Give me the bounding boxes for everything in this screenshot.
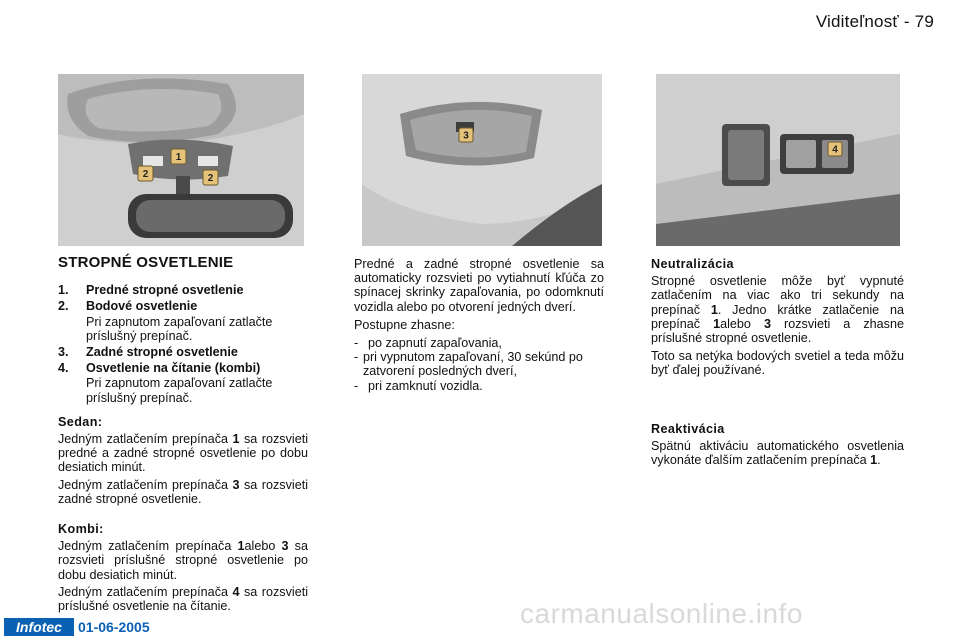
badge-2a: [138, 166, 153, 181]
svg-text:2: 2: [207, 173, 214, 184]
list-item: - pri zamknutí vozidla.: [354, 378, 483, 393]
sedan-paragraph: Jedným zatlačením prepínača 1 sa rozsvieti predné a zadné stropné osvetlenie po dobu desiatich minút.: [58, 432, 308, 475]
svg-text:2: 2: [142, 169, 149, 180]
fade-out-heading: Postupne zhasne:: [354, 317, 455, 332]
watermark: carmanualsonline.info: [520, 598, 803, 629]
rear-ceiling-light-photo: [362, 74, 602, 246]
badge-3: [459, 128, 473, 142]
badge-4: [828, 142, 842, 156]
infotec-logo: Infotec: [4, 618, 74, 636]
list-item: 4. Osvetlenie na čítanie (kombi): [58, 361, 261, 376]
list-item: - pri vypnutom zapaľovaní, 30 sekúnd po zatvorení posledných dverí,: [354, 350, 583, 379]
list-item: - po zapnutí zapaľovania,: [354, 336, 502, 351]
badge-2b: [203, 170, 218, 185]
reading-light-photo: [656, 74, 900, 246]
list-item-note: Pri zapnutom zapaľovaní zatlačte príslušný prepínač.: [86, 314, 273, 343]
svg-text:4: 4: [832, 144, 838, 156]
footer-date: 01-06-2005: [78, 619, 150, 635]
sedan-paragraph: Jedným zatlačením prepínača 3 sa rozsvieti zadné stropné osvetlenie.: [58, 477, 308, 506]
svg-text:1: 1: [175, 152, 182, 163]
page-header: Viditeľnosť - 79: [815, 12, 934, 31]
list-item-note: Pri zapnutom zapaľovaní zatlačte príslušný prepínač.: [86, 376, 273, 405]
left-column: [58, 256, 308, 613]
kombi-paragraph: Jedným zatlačením prepínača 1alebo 3 sa rozsvieti príslušné stropné osvetlenie po dobu desiatich minút.: [58, 539, 308, 582]
reactivation-title: Reaktivácia: [651, 421, 725, 436]
neutralization-note: Toto sa netýka bodových svetiel a teda môžu byť ďalej používané.: [651, 349, 904, 378]
list-item: 3. Zadné stropné osvetlenie: [58, 345, 238, 360]
neutralization-paragraph: Stropné osvetlenie môže byť vypnuté zatlačením na viac ako tri sekundy na prepínač 1. Jedno krátke zatlačenie na prepínač 1alebo 3 rozsvieti a zhasne príslušné stropné osvetlenie.: [651, 274, 904, 346]
middle-column: [354, 257, 604, 393]
front-ceiling-light-photo: [58, 74, 304, 246]
svg-text:3: 3: [463, 130, 469, 142]
list-item: 1. Predné stropné osvetlenie: [58, 283, 244, 298]
badge-1: [171, 149, 186, 164]
kombi-paragraph: Jedným zatlačením prepínača 4 sa rozsvieti príslušné osvetlenie na čítanie.: [58, 584, 308, 614]
section-title: STROPNÉ OSVETLENIE: [58, 254, 234, 271]
right-column: [651, 257, 904, 467]
list-item: 2. Bodové osvetlenie: [58, 299, 198, 314]
sedan-title: Sedan:: [58, 414, 103, 429]
kombi-title: Kombi:: [58, 522, 104, 537]
reactivation-paragraph: Spätnú aktiváciu automatického osvetlenia vykonáte ďalším zatlačením prepínača 1.: [651, 438, 904, 468]
neutralization-title: Neutralizácia: [651, 257, 734, 271]
auto-light-paragraph: Predné a zadné stropné osvetlenie sa automaticky rozsvieti po vytiahnutí kľúča zo spínacej skrinky zapaľovania, po odomknutí vozidla alebo po otvorení jedných dverí.: [354, 257, 604, 314]
